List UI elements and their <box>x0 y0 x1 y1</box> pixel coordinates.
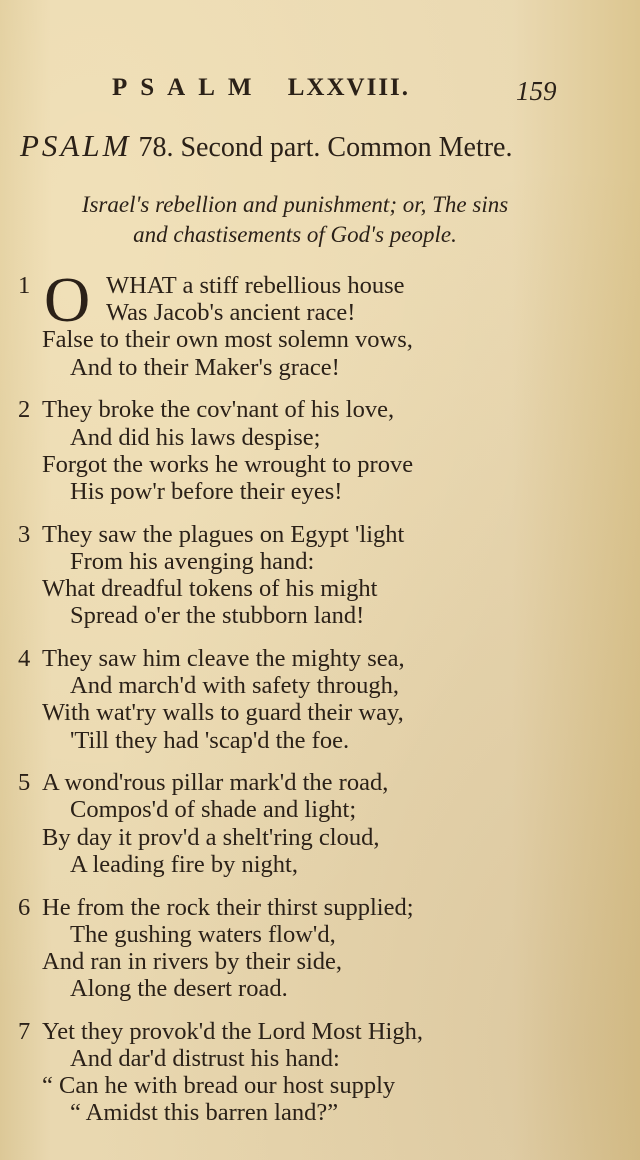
verse-line: And dar'd distrust his hand: <box>70 1045 340 1073</box>
verse-line: 'Till they had 'scap'd the foe. <box>70 726 350 754</box>
verse-line: They saw the plagues on Egypt 'light <box>42 520 405 548</box>
stanza <box>18 645 578 754</box>
stanza <box>18 521 578 630</box>
page-number: 159 <box>516 76 557 106</box>
stanza <box>18 769 578 878</box>
running-head <box>112 74 410 102</box>
running-head-title: PSALM <box>112 74 265 101</box>
verse-line: Along the desert road. <box>70 975 288 1003</box>
verse-line: And to their Maker's grace! <box>70 353 340 381</box>
stanza-number: 1 <box>18 272 31 299</box>
subtitle-line-1: Israel's rebellion and punishment; or, The sins <box>81 192 509 217</box>
stanza-number: 5 <box>18 769 31 797</box>
psalm-title-rest: 78. Second part. Common Metre. <box>138 132 513 163</box>
stanza-number: 6 <box>18 893 31 921</box>
verse-line: He from the rock their thirst supplied; <box>42 893 414 921</box>
subtitle-line-2: and chastisements of God's people. <box>133 222 457 247</box>
verse-line: They broke the cov'nant of his love, <box>42 396 395 424</box>
stanza <box>18 396 578 505</box>
verse-line: A leading fire by night, <box>70 850 298 878</box>
verse-line: What dreadful tokens of his might <box>42 575 378 603</box>
verse-line: His pow'r before their eyes! <box>70 477 343 505</box>
verse-line: Yet they provok'd the Lord Most High, <box>42 1017 423 1045</box>
running-head-number: LXXVIII. <box>287 74 411 101</box>
verse-line: And march'd with safety through, <box>70 672 399 700</box>
stanza <box>18 264 578 381</box>
verse-line: Spread o'er the stubborn land! <box>70 602 365 630</box>
verse-line: Forgot the works he wrought to prove <box>42 450 414 478</box>
verse-line: And did his laws despise; <box>70 423 321 451</box>
verse-line: The gushing waters flow'd, <box>70 920 336 948</box>
psalm-title <box>20 128 513 164</box>
verse-line: And ran in rivers by their side, <box>42 947 343 975</box>
stanza-number: 4 <box>18 644 31 672</box>
psalm-title-word: PSALM <box>20 128 132 163</box>
verse-line: A wond'rous pillar mark'd the road, <box>42 769 389 797</box>
drop-cap: O <box>44 264 91 335</box>
stanza <box>18 894 578 1003</box>
verse-line: False to their own most solemn vows, <box>42 326 413 354</box>
verse-line: From his avenging hand: <box>70 547 315 575</box>
verse-line: “ Can he with bread our host supply <box>42 1072 396 1100</box>
verse-line: They saw him cleave the mighty sea, <box>42 644 405 672</box>
stanza-number: 2 <box>18 396 31 424</box>
verse-line: Was Jacob's ancient race! <box>106 299 356 327</box>
psalm-subtitle <box>20 190 570 250</box>
verse-line: WHAT a stiff rebellious house <box>106 272 405 299</box>
stanza <box>18 1018 578 1127</box>
verse-line: With wat'ry walls to guard their way, <box>42 699 404 727</box>
verses <box>18 264 578 1142</box>
stanza-number: 3 <box>18 520 31 548</box>
verse-line: Compos'd of shade and light; <box>70 796 357 824</box>
verse-line: “ Amidst this barren land?” <box>70 1099 339 1127</box>
stanza-number: 7 <box>18 1017 31 1045</box>
verse-line: By day it prov'd a shelt'ring cloud, <box>42 823 380 851</box>
